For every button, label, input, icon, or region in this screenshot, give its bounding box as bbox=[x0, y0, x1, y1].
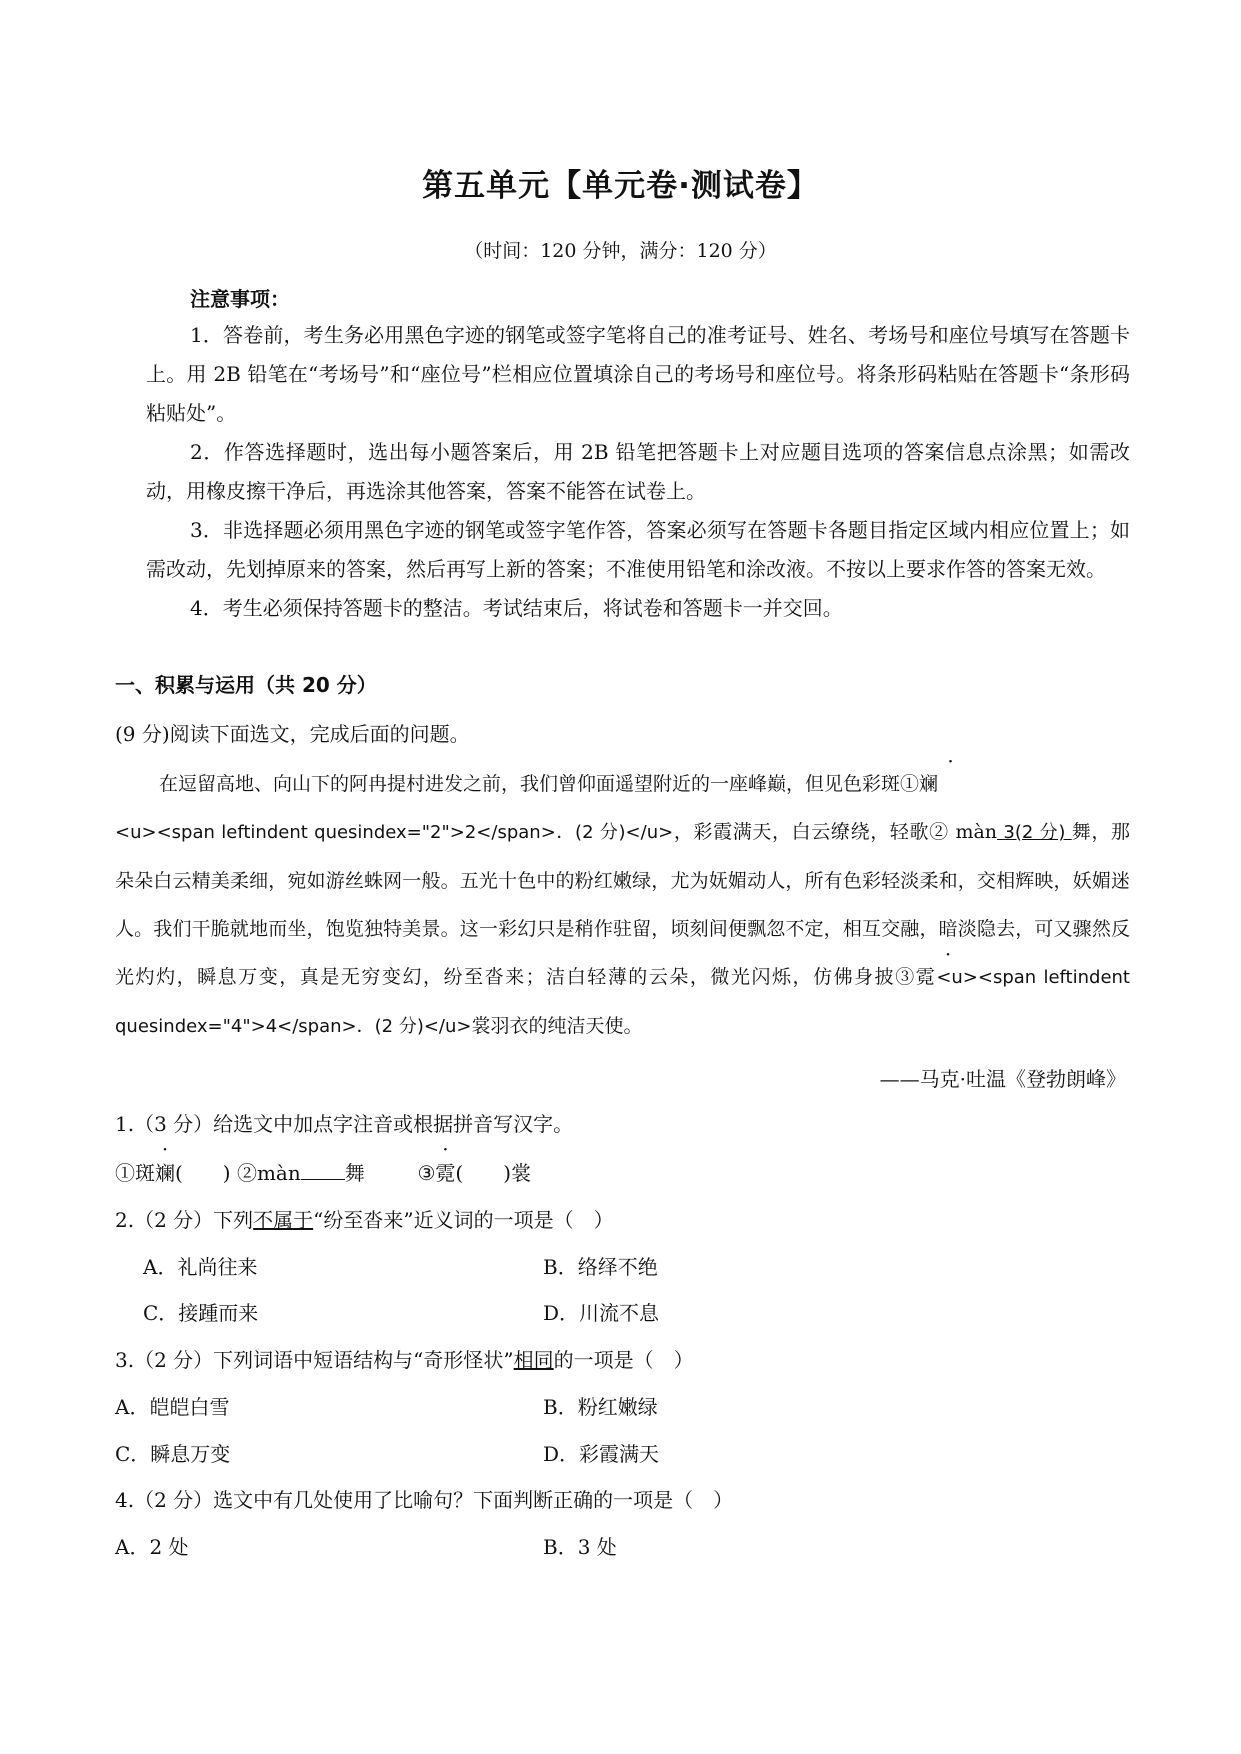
blank-marker: 3(2 分) bbox=[997, 822, 1072, 843]
q1-part-2: ②màn bbox=[236, 1161, 301, 1185]
page-title: 第五单元【单元卷·测试卷】 bbox=[422, 168, 819, 204]
dotted-char: 霓 bbox=[435, 1161, 456, 1185]
q4-option-a[interactable]: A．2 处 bbox=[115, 1535, 189, 1559]
q1-answer-slot: ( )裳 bbox=[455, 1161, 532, 1185]
question-4-stem: 4.（2 分）选文中有几处使用了比喻句？下面判断正确的一项是（ ） bbox=[115, 1488, 734, 1512]
passage-text: ，彩霞满天，白云缭绕，轻歌② màn bbox=[673, 821, 998, 843]
q3-option-c[interactable]: C．瞬息万变 bbox=[115, 1442, 231, 1466]
q3-option-b[interactable]: B．粉红嫩绿 bbox=[543, 1395, 658, 1419]
q3-option-a[interactable]: A．皑皑白雪 bbox=[115, 1395, 230, 1419]
passage-text: 在逗留高地、向山下的阿冉提村进发之前，我们曾仰面遥望附近的一座峰巅，但见色彩斑① bbox=[159, 773, 920, 795]
question-2-stem: 2.（2 分）下列不属于“纷至沓来”近义词的一项是（ ） bbox=[115, 1208, 614, 1232]
q2-option-b[interactable]: B．络绎不绝 bbox=[543, 1255, 658, 1279]
dotted-char: 霓 bbox=[915, 966, 937, 988]
q2-option-a[interactable]: A．礼尚往来 bbox=[143, 1255, 258, 1279]
passage-source: ——马克·吐温《登勃朗峰》 bbox=[879, 1067, 1126, 1091]
note-item: 4．考生必须保持答题卡的整洁。考试结束后，将试卷和答题卡一并交回。 bbox=[190, 596, 843, 620]
emphasis-underline: 不属于 bbox=[253, 1208, 314, 1232]
q2-option-d[interactable]: D．川流不息 bbox=[543, 1301, 660, 1325]
q1-part-3: ③ bbox=[417, 1161, 436, 1185]
fill-blank[interactable] bbox=[301, 1161, 345, 1180]
dotted-char: 斓 bbox=[919, 773, 939, 795]
raw-markup-text: <u><span leftindent quesindex="2">2</span>．(2 分)</u> bbox=[115, 822, 674, 843]
passage-paragraph bbox=[115, 760, 1130, 1051]
raw-markup-text: <u><span leftindent quesindex="4">4</span>．(2 分)</u> bbox=[115, 967, 1130, 1037]
notes-heading: 注意事项： bbox=[190, 287, 290, 311]
note-item: 1．答卷前，考生务必用黑色字迹的钢笔或签字笔将自己的准考证号、姓名、考场号和座位号填写在答题卡上。用 2B 铅笔在“考场号”和“座位号”栏相应位置填涂自己的考场号和座位号。将条形码粘贴在答题卡“条形码粘贴处”。 bbox=[146, 323, 1130, 425]
q1-answer-slot: ( ) bbox=[175, 1161, 231, 1185]
notes-list bbox=[146, 316, 1130, 628]
note-item: 3．非选择题必须用黑色字迹的钢笔或签字笔作答，答案必须写在答题卡各题目指定区域内相应位置上；如需改动，先划掉原来的答案，然后再写上新的答案；不准使用铅笔和涂改液。不按以上要求作答的答案无效。 bbox=[146, 518, 1130, 581]
passage-text: 舞，那朵朵白云精美柔细，宛如游丝蛛网一般。五光十色中的粉红嫩绿，尤为妩媚动人，所有色彩轻淡柔和，交相辉映，妖媚迷人。我们干脆就地而坐，饱览独特美景。这一彩幻只是稍作驻留，顷刻间便飘忽不定，相互交融，暗淡隐去，可又骤然反光灼灼，瞬息万变，真是无穷变幻，纷至沓来；洁白轻薄的云朵，微光闪烁，仿佛身披③ bbox=[115, 821, 1130, 988]
q1-part-2-end: 舞 bbox=[344, 1161, 365, 1185]
reading-passage bbox=[115, 760, 1130, 1051]
part-heading: 一、积累与运用（共 20 分） bbox=[115, 673, 377, 697]
question-1-blanks bbox=[115, 1157, 531, 1186]
dotted-char: 斓 bbox=[155, 1161, 175, 1185]
q2-option-c[interactable]: C．接踵而来 bbox=[143, 1301, 259, 1325]
q4-option-b[interactable]: B．3 处 bbox=[543, 1535, 617, 1559]
reading-intro: (9 分)阅读下面选文，完成后面的问题。 bbox=[115, 722, 470, 746]
exam-time-info: （时间：120 分钟，满分：120 分） bbox=[464, 240, 777, 262]
emphasis-underline: 相同 bbox=[513, 1348, 554, 1372]
q1-part-1: ①斑 bbox=[115, 1161, 155, 1185]
question-1-stem: 1.（3 分）给选文中加点字注音或根据拼音写汉字。 bbox=[115, 1112, 574, 1136]
q3-option-d[interactable]: D．彩霞满天 bbox=[543, 1442, 660, 1466]
question-3-stem: 3.（2 分）下列词语中短语结构与“奇形怪状”相同的一项是（ ） bbox=[115, 1348, 694, 1372]
passage-text: 裳羽衣的纯洁天使。 bbox=[471, 1015, 643, 1037]
note-item: 2．作答选择题时，选出每小题答案后，用 2B 铅笔把答题卡上对应题目选项的答案信息点涂黑；如需改动，用橡皮擦干净后，再选涂其他答案，答案不能答在试卷上。 bbox=[146, 440, 1130, 503]
